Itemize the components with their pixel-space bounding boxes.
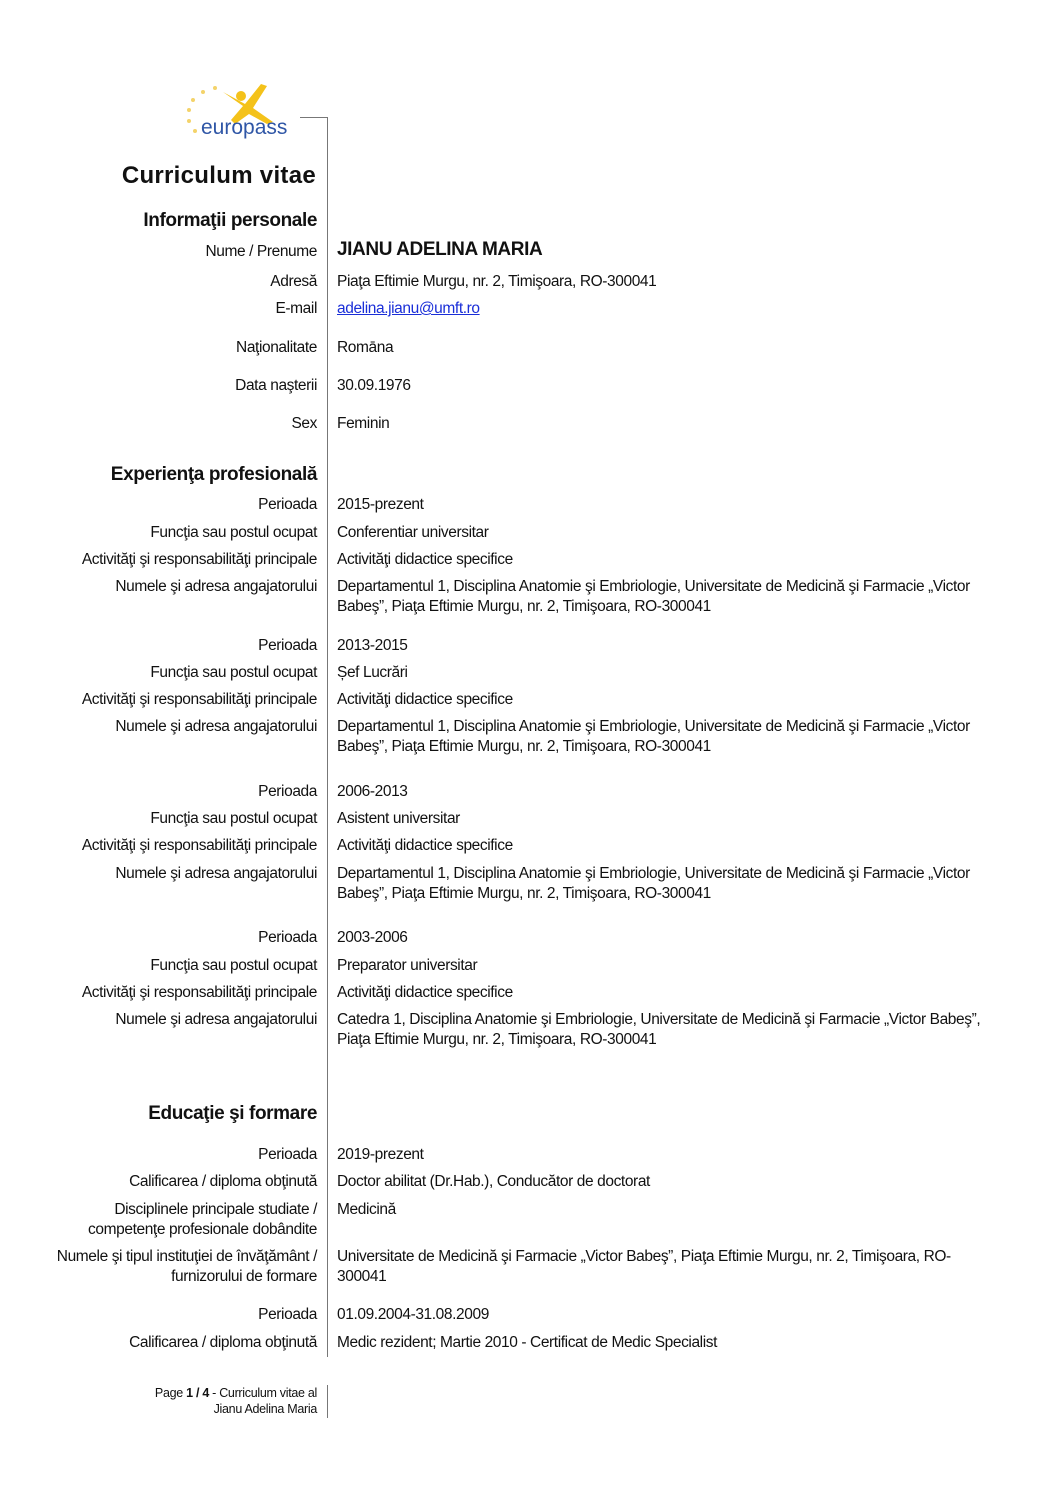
- field-label: Numele şi adresa angajatorului: [115, 865, 317, 882]
- field-value: Medicină: [337, 1201, 396, 1218]
- field-value: Departamentul 1, Disciplina Anatomie şi Embriologie, Universitate de Medicină şi Farmacie „Victor Babeş”, Piaţa Eftimie Murgu, nr. 2, Timişoara, RO-300041: [337, 718, 970, 755]
- field-value: Conferentiar universitar: [337, 524, 489, 541]
- field-label: Numele şi adresa angajatorului: [115, 578, 317, 595]
- logo-rule: [300, 117, 328, 118]
- field-label: Perioada: [258, 637, 317, 654]
- field-label: Numele şi tipul instituţiei de învăţământ / furnizorului de formare: [56, 1248, 317, 1285]
- svg-text:europass: europass: [201, 116, 288, 139]
- field-value: Medic rezident; Martie 2010 - Certificat de Medic Specialist: [337, 1334, 718, 1351]
- field-value: 2006-2013: [337, 783, 408, 800]
- field-value: Activităţi didactice specifice: [337, 551, 513, 568]
- person-name: JIANU ADELINA MARIA: [337, 239, 543, 260]
- field-label: Activităţi şi responsabilităţi principale: [81, 984, 317, 1001]
- field-label: Sex: [291, 415, 317, 432]
- field-label: Numele şi adresa angajatorului: [115, 1011, 317, 1028]
- footer: [155, 1385, 317, 1417]
- field-label: Activităţi şi responsabilităţi principale: [81, 691, 317, 708]
- field-label: Funcţia sau postul ocupat: [150, 957, 317, 974]
- field-value: 2019-prezent: [337, 1146, 424, 1163]
- field-label: Calificarea / diploma obţinută: [129, 1173, 317, 1190]
- footer-sep: /: [195, 1386, 200, 1400]
- field-value: Doctor abilitat (Dr.Hab.), Conducător de doctorat: [337, 1173, 650, 1190]
- section-heading: Informaţii personale: [143, 210, 317, 231]
- field-value: Feminin: [337, 415, 390, 432]
- field-label: E-mail: [275, 300, 317, 317]
- field-value: 30.09.1976: [337, 377, 411, 394]
- field-label: Disciplinele principale studiate / competenţe profesionale dobândite: [88, 1201, 317, 1238]
- field-value: Activităţi didactice specifice: [337, 984, 513, 1001]
- field-value: Departamentul 1, Disciplina Anatomie şi Embriologie, Universitate de Medicină şi Farmacie „Victor Babeş”, Piaţa Eftimie Murgu, nr. 2, Timişoara, RO-300041: [337, 578, 970, 615]
- field-label: Naţionalitate: [236, 339, 317, 356]
- field-label: Perioada: [258, 783, 317, 800]
- footer-divider: [327, 1385, 328, 1418]
- field-value: Universitate de Medicină şi Farmacie „Victor Babeş”, Piaţa Eftimie Murgu, nr. 2, Timişoara, RO-300041: [337, 1248, 951, 1285]
- cv-title: Curriculum vitae: [121, 162, 316, 189]
- field-value: Preparator universitar: [337, 957, 478, 974]
- field-value: 2013-2015: [337, 637, 408, 654]
- footer-total: 4: [202, 1386, 209, 1400]
- field-label: Funcţia sau postul ocupat: [150, 524, 317, 541]
- field-label: Activităţi şi responsabilităţi principale: [81, 837, 317, 854]
- field-label: Perioada: [258, 496, 317, 513]
- field-value: Catedra 1, Disciplina Anatomie şi Embriologie, Universitate de Medicină şi Farmacie „Victor Babeş”, Piaţa Eftimie Murgu, nr. 2, Timişoara, RO-300041: [337, 1011, 981, 1048]
- field-value: 2003-2006: [337, 929, 408, 946]
- europass-logo: [183, 78, 303, 144]
- field-value: Piaţa Eftimie Murgu, nr. 2, Timişoara, RO-300041: [337, 273, 657, 290]
- field-label: Perioada: [258, 929, 317, 946]
- field-value: Activităţi didactice specifice: [337, 691, 513, 708]
- field-label: Adresă: [270, 273, 317, 290]
- field-label: Calificarea / diploma obţinută: [129, 1334, 317, 1351]
- footer-name: Jianu Adelina Maria: [213, 1402, 317, 1416]
- footer-page-prefix: Page: [154, 1386, 183, 1400]
- field-label: Nume / Prenume: [205, 243, 317, 260]
- field-label: Data naşterii: [235, 377, 317, 394]
- field-label: Funcţia sau postul ocupat: [150, 664, 317, 681]
- email-link[interactable]: adelina.jianu@umft.ro: [337, 300, 480, 317]
- field-label: Numele şi adresa angajatorului: [115, 718, 317, 735]
- section-heading: Educaţie şi formare: [148, 1103, 317, 1124]
- field-value: Asistent universitar: [337, 810, 460, 827]
- footer-suffix: - Curriculum vitae al: [212, 1386, 317, 1400]
- field-value: Șef Lucrări: [337, 664, 408, 681]
- field-value: Activităţi didactice specifice: [337, 837, 513, 854]
- field-label: Activităţi şi responsabilităţi principale: [81, 551, 317, 568]
- field-label: Funcţia sau postul ocupat: [150, 810, 317, 827]
- field-label: Perioada: [258, 1306, 317, 1323]
- section-heading: Experienţa profesională: [110, 464, 317, 485]
- field-value: Departamentul 1, Disciplina Anatomie şi Embriologie, Universitate de Medicină şi Farmacie „Victor Babeş”, Piaţa Eftimie Murgu, nr. 2, Timişoara, RO-300041: [337, 865, 970, 902]
- field-label: Perioada: [258, 1146, 317, 1163]
- column-divider: [327, 117, 328, 1357]
- field-value: 2015-prezent: [337, 496, 424, 513]
- field-value: 01.09.2004-31.08.2009: [337, 1306, 489, 1323]
- footer-page: 1: [186, 1386, 193, 1400]
- field-value: Romāna: [337, 339, 394, 356]
